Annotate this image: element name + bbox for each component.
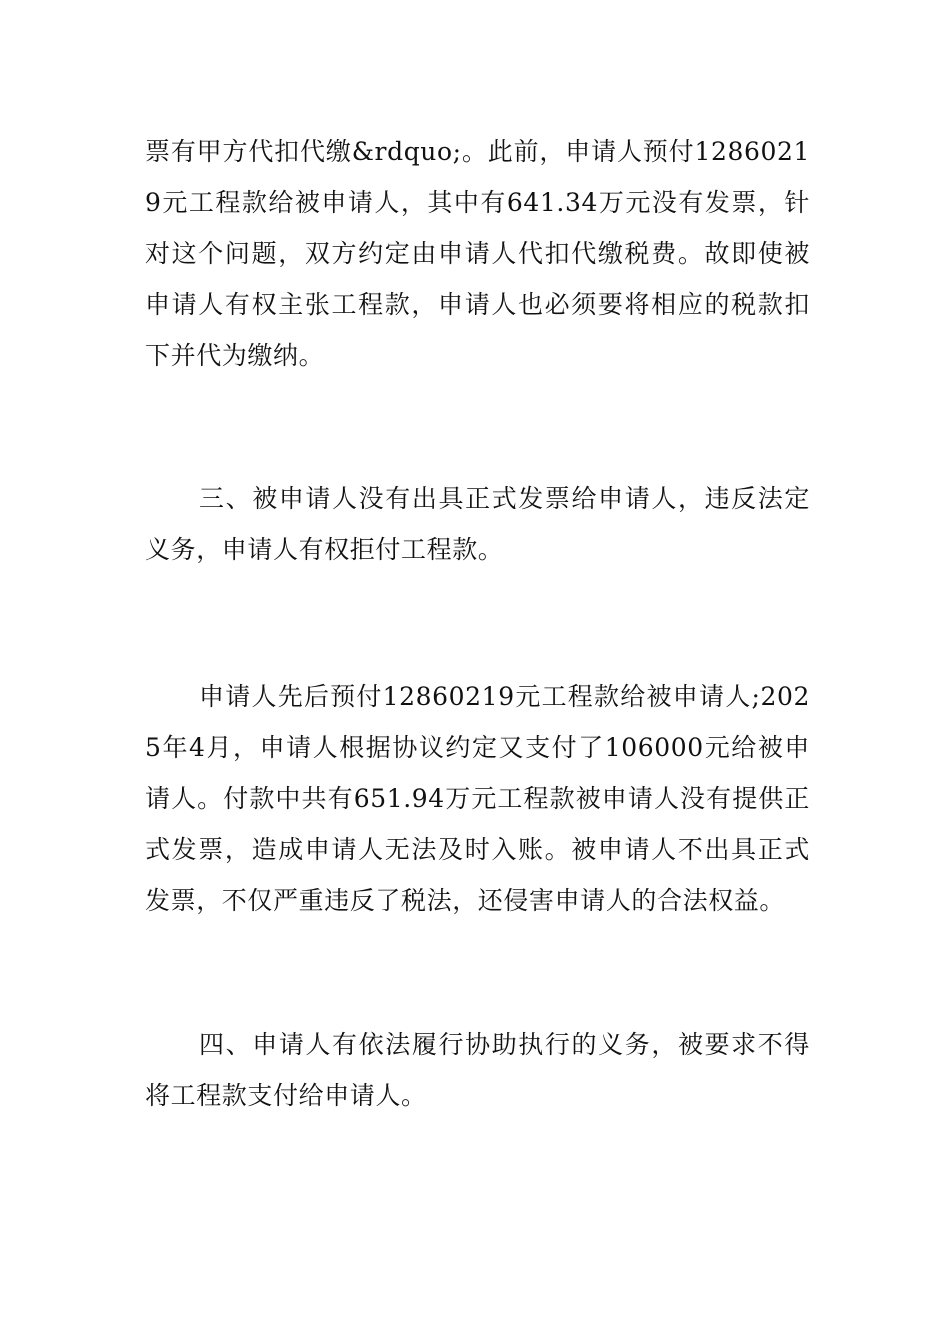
paragraph-tax-withholding: 票有甲方代扣代缴&rdquo;。此前，申请人预付12860219元工程款给被申请人，其中有641.34万元没有发票，针对这个问题，双方约定由申请人代扣代缴税费。故即使被申请人有权主张工程款，申请人也必须要将相应的税款扣下并代为缴纳。	[145, 137, 810, 370]
paragraph-section-four-heading: 四、申请人有依法履行协助执行的义务，被要求不得将工程款支付给申请人。	[145, 1030, 810, 1110]
paragraph-section-three-heading: 三、被申请人没有出具正式发票给申请人，违反法定义务，申请人有权拒付工程款。	[145, 484, 810, 564]
paragraph-payment-details: 申请人先后预付12860219元工程款给被申请人;2025年4月，申请人根据协议约定又支付了106000元给被申请人。付款中共有651.94万元工程款被申请人没有提供正式发票，造成申请人无法及时入账。被申请人不出具正式发票，不仅严重违反了税法，还侵害申请人的合法权益。	[145, 682, 810, 915]
